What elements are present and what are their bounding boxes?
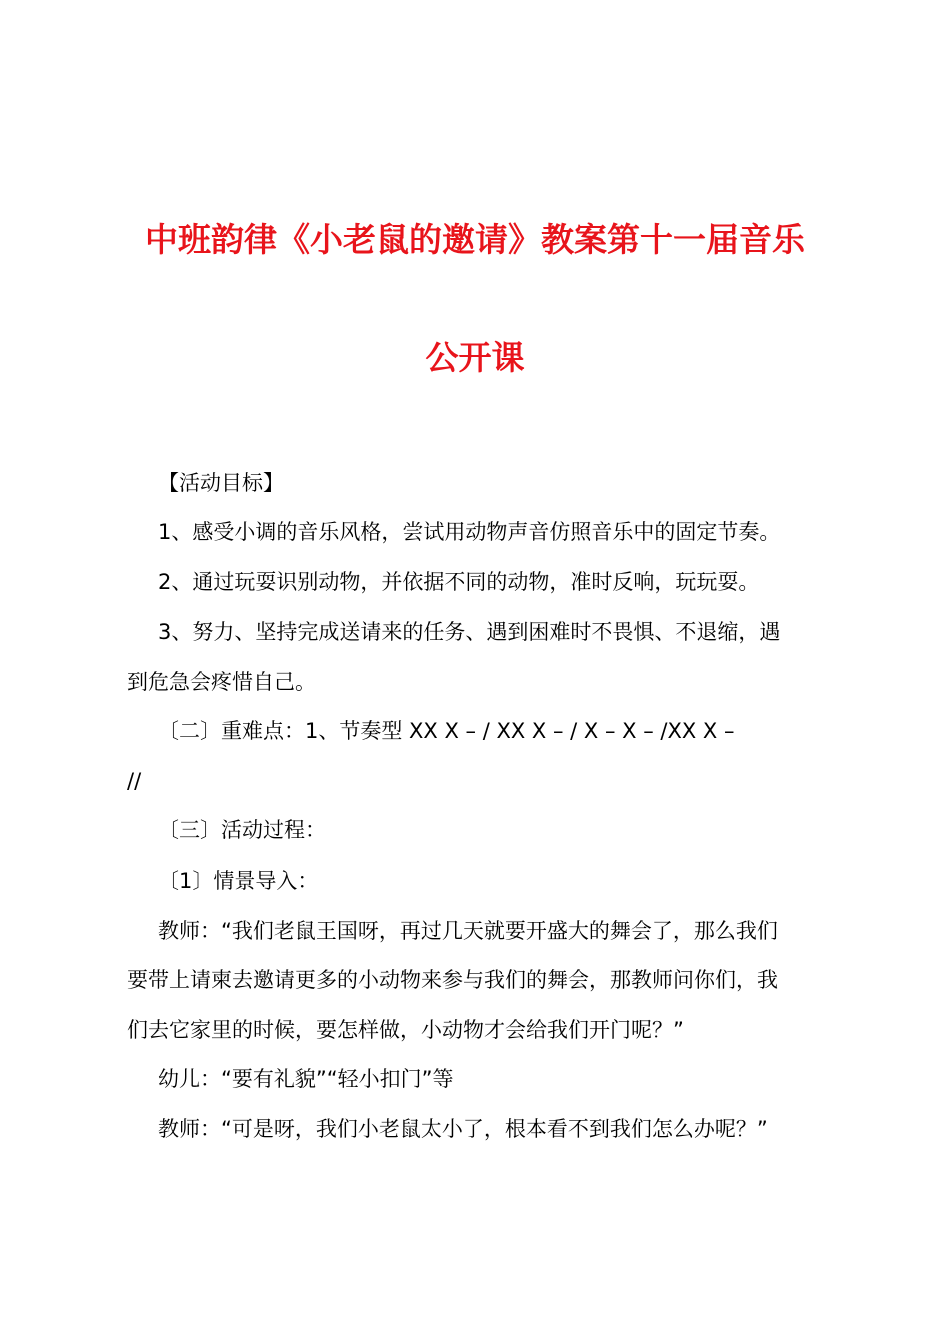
- goal-item-2: 2、通过玩耍识别动物，并依据不同的动物，准时反响，玩玩耍。: [158, 570, 760, 594]
- subsection-scene-intro: 〔1〕情景导入：: [158, 869, 319, 893]
- section-key-points: 〔二〕重难点：1、节奏型 XX X – / XX X – / X – X – /XX X –: [158, 719, 735, 743]
- goal-item-1: 1、感受小调的音乐风格，尝试用动物声音仿照音乐中的固定节奏。: [158, 520, 781, 544]
- paragraph-children: 幼儿：“要有礼貌”“轻小扣门”等: [158, 1067, 454, 1091]
- section-heading-activity-goals: 【活动目标】: [158, 471, 284, 495]
- paragraph-teacher-1: 教师：“我们老鼠王国呀，再过几天就要开盛大的舞会了，那么我们: [158, 919, 778, 943]
- section-heading-activity-process: 〔三〕活动过程：: [158, 818, 326, 842]
- goal-item-3-continued: 到危急会疼惜自己。: [127, 670, 316, 694]
- goal-item-3: 3、努力、坚持完成送请来的任务、遇到困难时不畏惧、不退缩，遇: [158, 620, 781, 644]
- document-title-line-1: 中班韵律《小老鼠的邀请》教案第十一届音乐: [145, 220, 805, 259]
- paragraph-teacher-1-line-2: 要带上请柬去邀请更多的小动物来参与我们的舞会，那教师问你们，我: [127, 968, 778, 992]
- paragraph-teacher-2: 教师：“可是呀，我们小老鼠太小了，根本看不到我们怎么办呢？”: [158, 1117, 768, 1141]
- paragraph-teacher-1-line-3: 们去它家里的时候，要怎样做，小动物才会给我们开门呢？”: [127, 1018, 684, 1042]
- section-key-points-continued: //: [127, 769, 142, 793]
- document-title-line-2: 公开课: [425, 338, 525, 377]
